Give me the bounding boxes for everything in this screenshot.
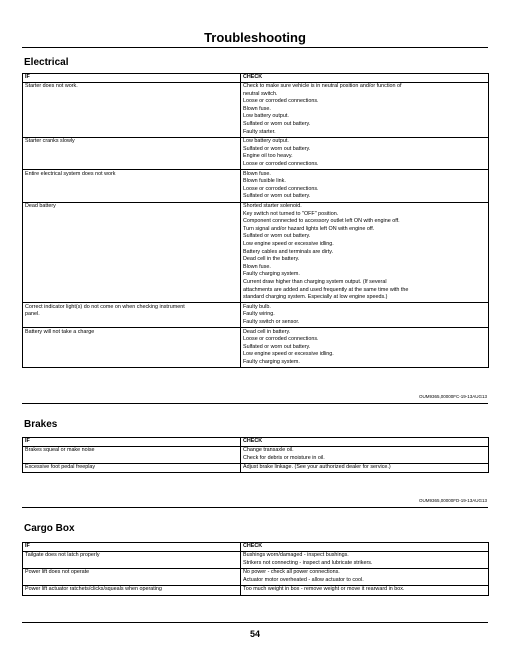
check-cell [241,82,489,137]
column-header-if: IF [23,543,241,552]
check-line: Low engine speed or excessive idling. [243,240,334,247]
condition-line: Excessive foot pedal freeplay [25,464,96,471]
reference-code: OUM9365,00000FD-19-13AUG13 [418,498,487,503]
check-cell [241,463,489,473]
reference-code: OUM9365,00000FC-19-13AUG13 [418,394,487,399]
check-line: Low battery output. [243,138,289,145]
check-line: Key switch not turned to "OFF" position. [243,210,339,217]
check-cell [241,303,489,328]
column-header-check: CHECK [241,74,489,83]
table-row [23,82,489,137]
condition-line: Dead battery [25,203,56,209]
check-line: Strikers not connecting - inspect and lubricate strikers. [243,559,373,566]
check-cell [241,170,489,202]
check-line: Check to make sure vehicle is in neutral position and/or function of [243,83,402,90]
check-line: Blown fuse. [243,263,271,270]
condition-cell [23,137,241,169]
table-row [23,585,489,595]
check-line: Shorted starter solenoid. [243,203,302,209]
column-header-if: IF [23,438,241,447]
condition-cell [23,551,241,568]
column-header-if: IF [23,74,241,83]
condition-cell [23,585,241,595]
check-cell [241,551,489,568]
condition-cell [23,328,241,368]
electrical-table [22,73,489,368]
condition-cell [23,568,241,585]
table-row [23,137,489,169]
check-line: Sulfated or worn out battery. [243,145,311,152]
check-line: Change transaxle oil. [243,447,294,454]
check-line: Faulty switch or sensor. [243,318,300,325]
table-header-row [23,74,489,83]
table-header-row [23,543,489,552]
check-line: Bushings worn/damaged - inspect bushings. [243,552,349,559]
column-header-check: CHECK [241,543,489,552]
table-row [23,463,489,473]
check-line: Blown fuse. [243,105,271,112]
check-line: Engine oil too heavy. [243,153,293,160]
check-line: neutral switch. [243,90,278,97]
section-heading-cargo-box: Cargo Box [24,523,75,534]
check-line: Sulfated or worn out battery. [243,233,311,240]
check-cell [241,585,489,595]
condition-cell [23,170,241,202]
check-line: Blown fusible link. [243,178,286,185]
condition-line: Tailgate does not latch properly [25,552,100,559]
condition-line: Brakes squeal or make noise [25,447,95,454]
check-line: Blown fuse. [243,170,271,177]
check-line: Sulfated or worn out battery. [243,343,311,350]
check-line: No power - check all power connections. [243,569,340,576]
check-line: Dead cell in battery. [243,328,291,335]
check-line: Faulty wiring. [243,311,275,318]
check-line: Battery cables and terminals are dirty. [243,248,334,255]
check-line: Sulfated or worn out battery. [243,193,311,200]
table-row [23,446,489,463]
condition-line: Starter cranks slowly [25,138,75,145]
title-rule [22,47,488,48]
page-title: Troubleshooting [204,30,306,45]
check-cell [241,568,489,585]
check-line: Adjust brake linkage. (See your authorized dealer for service.) [243,464,391,471]
check-line: Faulty starter. [243,128,276,135]
check-cell [241,137,489,169]
condition-line: panel. [25,311,40,318]
table-row [23,568,489,585]
check-line: standard charging system. Especially at low engine speeds.) [243,294,388,301]
check-cell [241,328,489,368]
section-divider [22,507,488,508]
condition-line: Starter does not work. [25,83,78,90]
check-line: Loose or corroded connections. [243,185,319,192]
check-line: Faulty bulb. [243,303,271,310]
table-row [23,551,489,568]
brakes-table [22,437,489,473]
condition-line: Power lift does not operate [25,569,90,576]
condition-line: Correct indicator light(s) do not come on when checking instrument [25,303,185,310]
condition-cell [23,463,241,473]
condition-cell [23,82,241,137]
table-row [23,328,489,368]
check-line: Dead cell in the battery. [243,256,300,263]
check-line: Current draw higher than charging system output. (If several [243,278,387,285]
condition-line: Entire electrical system does not work [25,170,116,177]
check-line: Low engine speed or excessive idling. [243,351,334,358]
condition-cell [23,446,241,463]
check-line: Too much weight in box - remove weight or move it rearward in box. [243,586,405,593]
check-line: Loose or corroded connections. [243,98,319,105]
cargo-box-table [22,542,489,596]
check-line: Sulfated or worn out battery. [243,121,311,128]
table-header-row [23,438,489,447]
table-row [23,303,489,328]
condition-cell [23,202,241,303]
check-line: Loose or corroded connections. [243,161,319,168]
condition-line: Battery will not take a charge [25,328,95,335]
section-heading-brakes: Brakes [24,419,58,430]
check-line: Turn signal and/or hazard lights left ON with engine off. [243,225,375,232]
check-line: Low battery output. [243,113,289,120]
check-line: Loose or corroded connections. [243,336,319,343]
column-header-check: CHECK [241,438,489,447]
check-line: Check for debris or moisture in oil. [243,454,325,461]
section-heading-electrical: Electrical [24,57,69,68]
section-divider [22,403,488,404]
check-line: Faulty charging system. [243,271,300,278]
footer-rule [22,622,488,623]
table-row [23,170,489,202]
table-row [23,202,489,303]
page-number: 54 [249,629,260,639]
condition-line: Power lift actuator ratchets/clicks/squeals when operating [25,586,162,593]
check-line: Component connected to accessory outlet left ON with engine off. [243,218,400,225]
check-line: attachments are added and used frequently at the same time with the [243,286,409,293]
check-cell [241,446,489,463]
condition-cell [23,303,241,328]
check-line: Faulty charging system. [243,358,300,365]
check-cell [241,202,489,303]
check-line: Actuator motor overheated - allow actuator to cool. [243,576,364,583]
